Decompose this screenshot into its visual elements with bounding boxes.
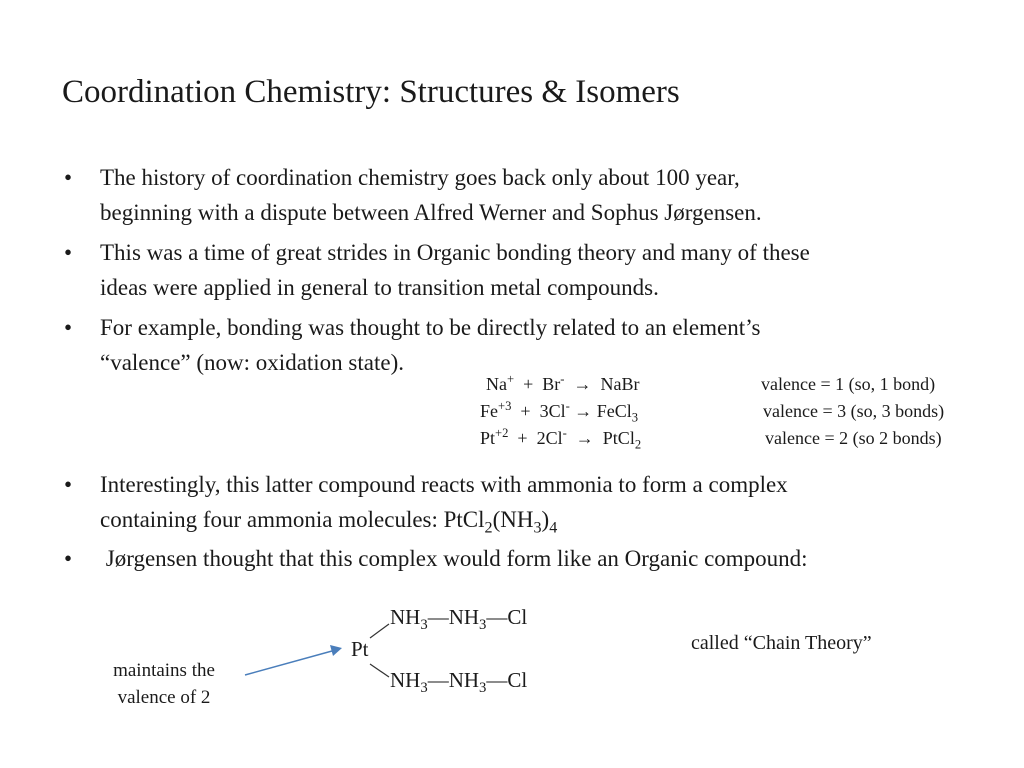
reactant-cation: Fe bbox=[480, 401, 498, 421]
bullet-dot: • bbox=[64, 546, 73, 571]
valence-ptcl2: valence = 2 (so 2 bonds) bbox=[765, 428, 942, 448]
bullet-line: Jørgensen thought that this complex would form like an Organic compound: bbox=[100, 546, 808, 571]
formula-text: containing four ammonia molecules: PtCl bbox=[100, 507, 485, 532]
subscript: 2 bbox=[634, 437, 642, 452]
charge: - bbox=[560, 372, 565, 386]
arrow-head-icon bbox=[330, 645, 342, 656]
bullet-line: For example, bonding was thought to be directly related to an element’s bbox=[100, 315, 761, 340]
product: PtCl bbox=[602, 428, 635, 448]
charge: +2 bbox=[495, 426, 509, 440]
valence-fecl3: valence = 3 (so, 3 bonds) bbox=[763, 401, 945, 421]
subscript: 3 bbox=[631, 410, 639, 425]
charge: - bbox=[565, 399, 570, 413]
bullet-dot: • bbox=[64, 472, 73, 497]
bond-line-upper bbox=[370, 624, 389, 638]
valence-nabr: valence = 1 (so, 1 bond) bbox=[761, 374, 936, 394]
subscript: 3 bbox=[479, 617, 487, 634]
subscript: 3 bbox=[420, 617, 428, 634]
product: FeCl bbox=[596, 401, 632, 421]
plus-sign: + bbox=[520, 401, 531, 421]
charge: - bbox=[562, 426, 567, 440]
subscript: 3 bbox=[533, 519, 542, 537]
bond-line-lower bbox=[370, 664, 389, 677]
ammonia: NH bbox=[390, 668, 421, 692]
bullet-line: “valence” (now: oxidation state). bbox=[100, 350, 404, 375]
reactant-anion: Br bbox=[542, 374, 561, 394]
formula-text: ) bbox=[541, 507, 550, 532]
platinum-center: Pt bbox=[351, 637, 369, 661]
subscript: 4 bbox=[549, 519, 558, 537]
bond: — bbox=[486, 668, 508, 692]
note-line: valence of 2 bbox=[117, 687, 211, 708]
reactant-cation: Pt bbox=[480, 428, 496, 448]
plus-sign: + bbox=[517, 428, 528, 448]
product: NaBr bbox=[600, 374, 640, 394]
chlorine: Cl bbox=[507, 668, 528, 692]
reactant-anion: 2Cl bbox=[536, 428, 563, 448]
charge: + bbox=[507, 372, 515, 386]
bond: — bbox=[427, 605, 449, 629]
bullet-line: The history of coordination chemistry goes back only about 100 year, bbox=[100, 165, 740, 190]
reaction-arrow: → bbox=[574, 401, 593, 421]
formula-text: (NH bbox=[492, 507, 534, 532]
plus-sign: + bbox=[523, 374, 534, 394]
ammonia: NH bbox=[448, 605, 480, 629]
reaction-arrow: → bbox=[575, 428, 594, 448]
chlorine: Cl bbox=[507, 605, 528, 629]
bond: — bbox=[427, 668, 449, 692]
reactant-anion: 3Cl bbox=[539, 401, 566, 421]
annotation-arrow bbox=[245, 651, 332, 675]
slide-title: Coordination Chemistry: Structures & Isomers bbox=[62, 74, 680, 110]
subscript: 3 bbox=[479, 680, 487, 697]
bullet-line: ideas were applied in general to transition metal compounds. bbox=[100, 275, 659, 300]
ammonia: NH bbox=[390, 605, 421, 629]
ammonia: NH bbox=[448, 668, 480, 692]
bullet-dot: • bbox=[64, 240, 73, 265]
bullet-line: Interestingly, this latter compound reacts with ammonia to form a complex bbox=[100, 472, 788, 497]
bullet-dot: • bbox=[64, 165, 73, 190]
subscript: 3 bbox=[420, 680, 428, 697]
subscript: 2 bbox=[484, 519, 493, 537]
chain-theory-label: called “Chain Theory” bbox=[691, 632, 872, 654]
bond: — bbox=[486, 605, 508, 629]
reaction-arrow: → bbox=[573, 374, 592, 394]
note-line: maintains the bbox=[113, 660, 215, 681]
charge: +3 bbox=[498, 399, 512, 413]
bullet-line: This was a time of great strides in Organic bonding theory and many of these bbox=[100, 240, 810, 265]
reactant-cation: Na bbox=[486, 374, 507, 394]
bullet-line: beginning with a dispute between Alfred Werner and Sophus Jørgensen. bbox=[100, 200, 762, 225]
bullet-dot: • bbox=[64, 315, 73, 340]
